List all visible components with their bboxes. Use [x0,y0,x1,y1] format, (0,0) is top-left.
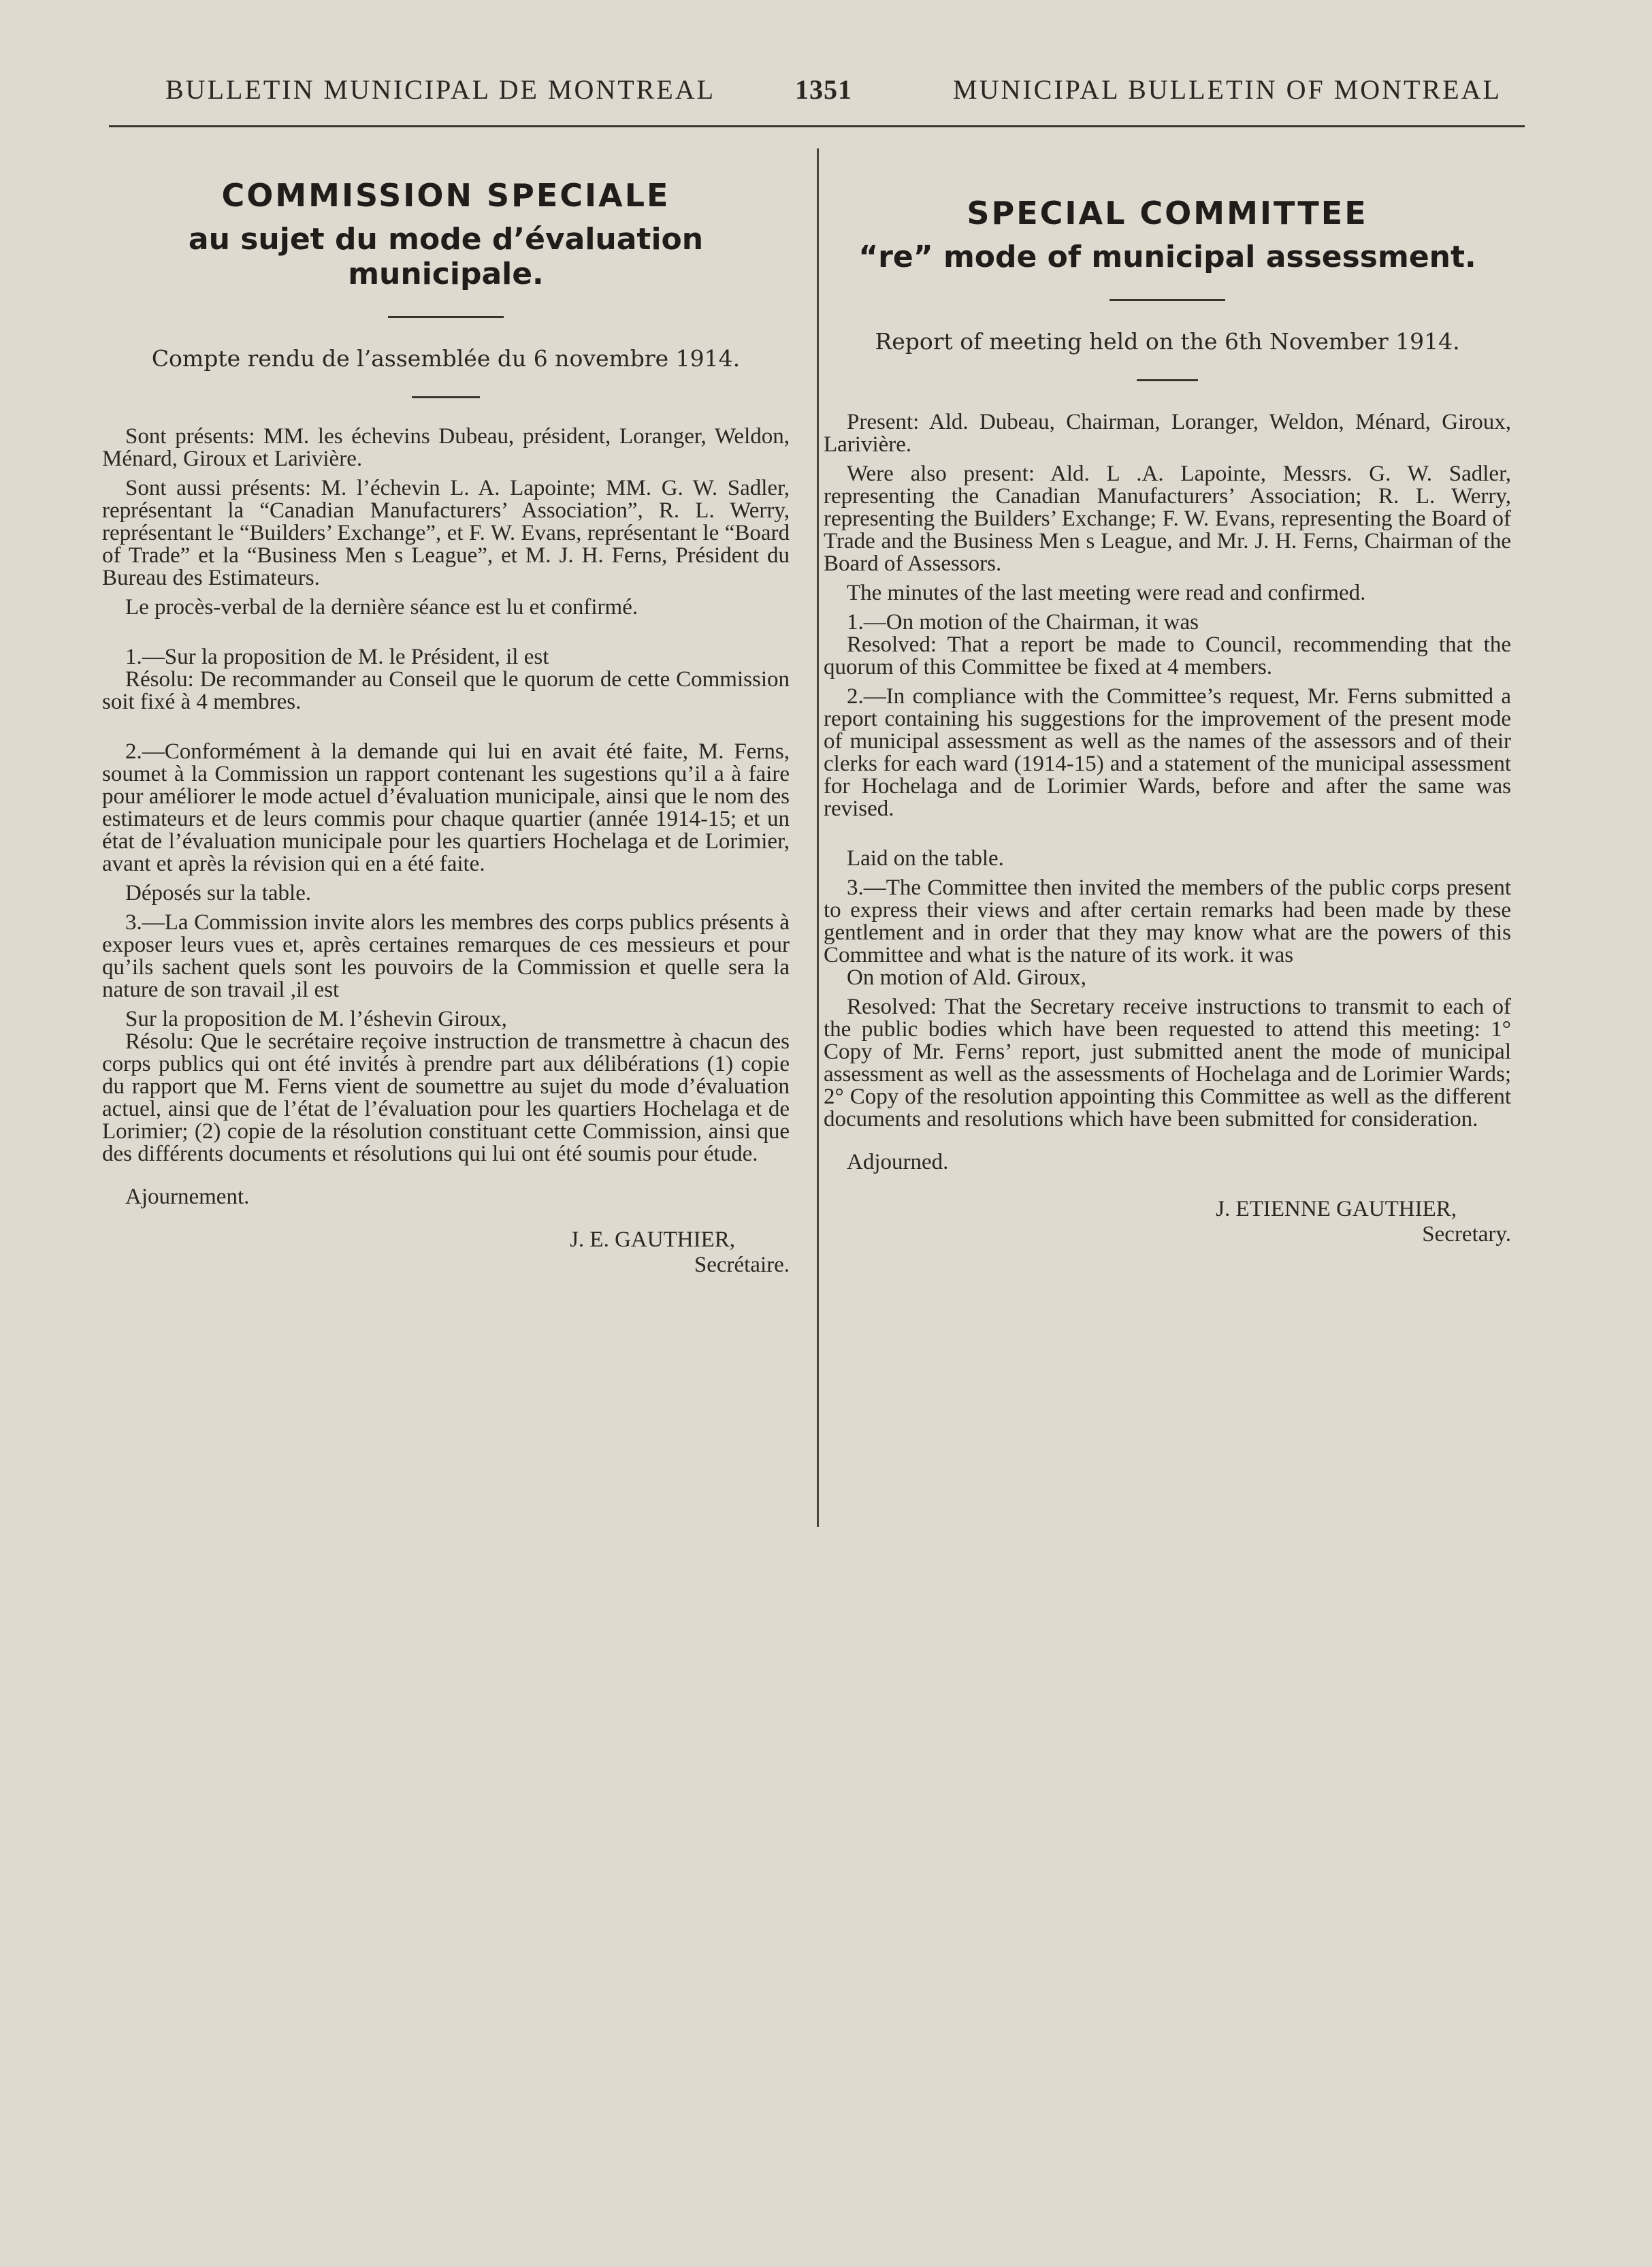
english-paragraph-resolution-1: Resolved: That a report be made to Council, recommending that the quorum of this Committee be fixed at 4 members. [824,632,1511,679]
english-paragraph-present: Present: Ald. Dubeau, Chairman, Loranger, Weldon, Ménard, Giroux, Larivière. [824,410,1511,457]
running-header-right: MUNICIPAL BULLETIN OF MONTREAL [953,74,1502,105]
french-paragraph-item-3: 3.—La Commission invite alors les membres des corps publics présents à exposer leurs vues et, après certaines remarques de ces messieurs et pour qu’ils sachent quels sont les pouvoirs de la Commission et quelle sera la nature de son travail ,il est [102,910,790,1002]
english-report-line: Report of meeting held on the 6th November 1914. [875,328,1460,355]
french-paragraph-resolution-2: Résolu: Que le secrétaire reçoive instruction de transmettre à chacun des corps publics qui ont été invités à prendre part aux délibérations (1) copie du rapport que M. Ferns vient de soumettre au sujet du mode d’évaluation actuel, ainsi que de l’état de l’évaluation pour les quartiers Hochelaga et de Lorimier; (2) copie de la résolution constituant cette Commission, ainsi que des différents documents et résolutions qui lui ont été soumis pour étude. [102,1029,790,1166]
french-subtitle: au sujet du mode d’évaluation municipale. [188,222,704,291]
english-paragraph-tabled: Laid on the table. [847,846,1004,871]
french-column [102,163,790,1278]
french-paragraph-also-present: Sont aussi présents: M. l’échevin L. A. Lapointe; MM. G. W. Sadler, représentant la “Canadian Manufacturers’ Association”, R. L. Werry, représentant le “Builders’ Exchange”, et F. W. Evans, représentant le “Board of Trade” et la “Business Men s League”, et M. J. H. Ferns, Président du Bureau des Estimateurs. [102,476,790,590]
english-title: SPECIAL COMMITTEE [967,195,1368,231]
french-title: COMMISSION SPECIALE [221,177,670,214]
french-paragraph-present: Sont présents: MM. les échevins Dubeau, président, Loranger, Weldon, Ménard, Giroux et Larivière. [102,424,790,471]
english-paragraph-item-1: 1.—On motion of the Chairman, it was [847,610,1199,634]
english-paragraph-motion: On motion of Ald. Giroux, [847,965,1086,990]
french-report-line: Compte rendu de l’assemblée du 6 novembre 1914. [151,345,741,372]
french-paragraph-item-2: 2.—Conformément à la demande qui lui en avait été faite, M. Ferns, soumet à la Commission un rapport contenant les sugestions qu’il a à faire pour améliorer le mode actuel d’évaluation municipale, ainsi que le nom des estimateurs et de leurs commis pour chaque quartier (année 1914-15; et un état de l’évaluation municipale pour les quartiers Hochelaga et de Lorimier, avant et après la révision qui en a été faite. [102,739,790,876]
column-divider [817,148,819,1527]
french-paragraph-minutes: Le procès-verbal de la dernière séance est lu et confirmé. [125,595,638,620]
french-paragraph-adjournment: Ajournement. [125,1185,250,1209]
french-paragraph-motion: Sur la proposition de M. l’éshevin Giroux, [125,1007,507,1031]
english-paragraph-item-3: 3.—The Committee then invited the members of the public corps present to express their views and after certain remarks had been made by these gentlement and in order that they may know what are the powers of this Committee and what is the nature of its work. it was [824,875,1511,967]
french-body [102,425,790,1208]
page-number: 1351 [795,74,852,105]
french-signature-title: Secrétaire. [694,1253,790,1277]
english-subtitle: “re” mode of municipal assessment. [858,240,1476,274]
french-signature [102,1227,790,1278]
english-paragraph-resolution-2: Resolved: That the Secretary receive instructions to transmit to each of the public bodies which have been requested to attend this meeting: 1° Copy of Mr. Ferns’ report, just submitted anent the mode of municipal assessment as well as the assessments of Hochelaga and de Lorimier Wards; 2° Copy of the resolution appointing this Committee as well as the different documents and resolutions which have been submitted for consideration. [824,995,1511,1131]
english-paragraph-also-present: Were also present: Ald. L .A. Lapointe, Messrs. G. W. Sadler, representing the Canadian Manufacturers’ Association; R. L. Werry, representing the Builders’ Exchange; F. W. Evans, representing the Board of Trade and the Business Men s League, and Mr. J. H. Ferns, Chairman of the Board of Assessors. [824,462,1511,576]
english-paragraph-minutes: The minutes of the last meeting were read and confirmed. [847,581,1366,605]
french-paragraph-item-1: 1.—Sur la proposition de M. le Président, il est [125,645,549,669]
french-signature-name: J. E. GAUTHIER, [570,1227,735,1252]
english-signature-title: Secretary. [1422,1222,1511,1247]
english-paragraph-adjourned: Adjourned. [847,1150,949,1174]
french-paragraph-tabled: Déposés sur la table. [125,881,312,905]
english-column [824,163,1511,1247]
header-rule [109,125,1525,127]
english-body [824,411,1511,1174]
french-paragraph-resolution-1: Résolu: De recommander au Conseil que le quorum de cette Commission soit fixé à 4 membres. [102,667,790,714]
english-signature-name: J. ETIENNE GAUTHIER, [1216,1197,1457,1221]
running-header-left: BULLETIN MUNICIPAL DE MONTREAL [165,74,716,105]
english-signature [824,1197,1511,1247]
english-paragraph-item-2: 2.—In compliance with the Committee’s request, Mr. Ferns submitted a report containing his suggestions for the improvement of the present mode of municipal assessment as well as the names of the assessors and of their clerks for each ward (1914-15) and a statement of the municipal assessment for Hochelaga and de Lorimier Wards, before and after the same was revised. [824,684,1511,821]
